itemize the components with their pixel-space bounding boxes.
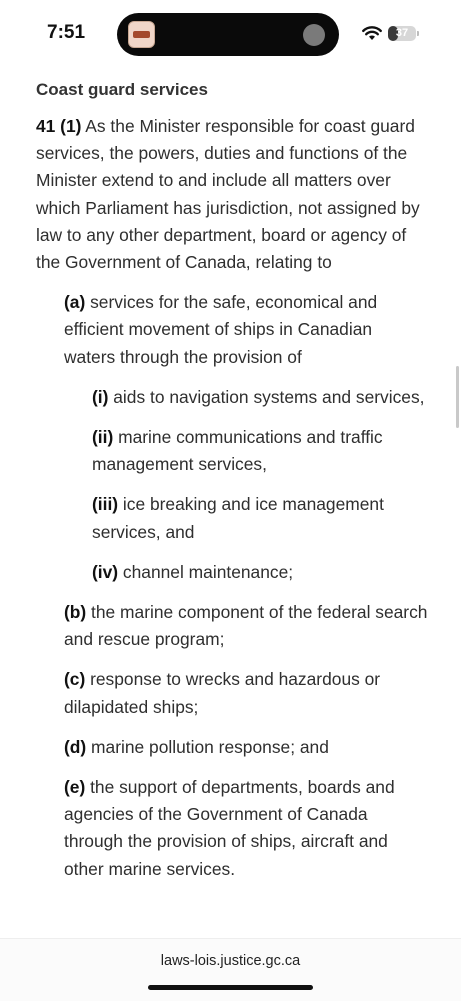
- item-label: (a): [64, 292, 86, 313]
- section-intro: [36, 113, 428, 276]
- item-text: channel maintenance;: [118, 561, 294, 582]
- item-iii: [36, 491, 428, 545]
- battery-icon: [388, 26, 416, 41]
- wifi-icon: [362, 25, 382, 41]
- status-bar: [0, 0, 461, 70]
- item-label: (ii): [92, 427, 114, 448]
- item-label: (d): [64, 736, 87, 757]
- item-text: ice breaking and ice management services, and: [92, 494, 384, 542]
- scroll-indicator[interactable]: [456, 366, 459, 428]
- item-text: the marine component of the federal search and rescue program;: [64, 602, 428, 650]
- item-text: marine communications and traffic management services,: [92, 427, 383, 475]
- item-e: [36, 774, 428, 883]
- app-thumbnail-icon[interactable]: [128, 21, 155, 48]
- item-b: [36, 599, 428, 653]
- item-iv: [36, 559, 428, 586]
- item-text: the support of departments, boards and agencies of the Government of Canada through the provision of ships, aircraft and other marine services.: [64, 777, 395, 879]
- item-label: (e): [64, 777, 86, 798]
- section-heading: Coast guard services: [36, 80, 208, 99]
- home-indicator[interactable]: [148, 985, 313, 990]
- camera-dot-icon: [303, 24, 325, 46]
- item-label: (iii): [92, 494, 119, 515]
- item-a: [36, 289, 428, 371]
- item-c: [36, 666, 428, 720]
- status-time: 7:51: [47, 22, 86, 43]
- item-text: response to wrecks and hazardous or dilapidated ships;: [64, 669, 381, 717]
- law-text: [36, 70, 428, 883]
- item-label: (c): [64, 669, 86, 690]
- item-text: marine pollution response; and: [86, 736, 329, 757]
- battery-level: 37: [395, 27, 409, 39]
- item-label: (iv): [92, 561, 119, 582]
- item-text: aids to navigation systems and services,: [108, 386, 425, 407]
- item-i: [36, 384, 428, 411]
- section-intro-text: As the Minister responsible for coast guard services, the powers, duties and functions of the Minister extend to and include all matters over which Parliament has jurisdiction, not assigned by law to any other department, board or agency of the Government of Canada, relating to: [36, 116, 420, 273]
- item-label: (b): [64, 602, 87, 623]
- item-ii: [36, 424, 428, 478]
- dynamic-island[interactable]: [117, 13, 339, 56]
- section-number: 41 (1): [36, 116, 82, 136]
- browser-bottom-bar[interactable]: [0, 938, 461, 1001]
- item-text: services for the safe, economical and efficient movement of ships in Canadian waters through the provision of: [64, 292, 378, 367]
- address-bar-url[interactable]: laws-lois.justice.gc.ca: [160, 953, 301, 969]
- item-label: (i): [92, 386, 109, 407]
- item-d: [36, 734, 428, 761]
